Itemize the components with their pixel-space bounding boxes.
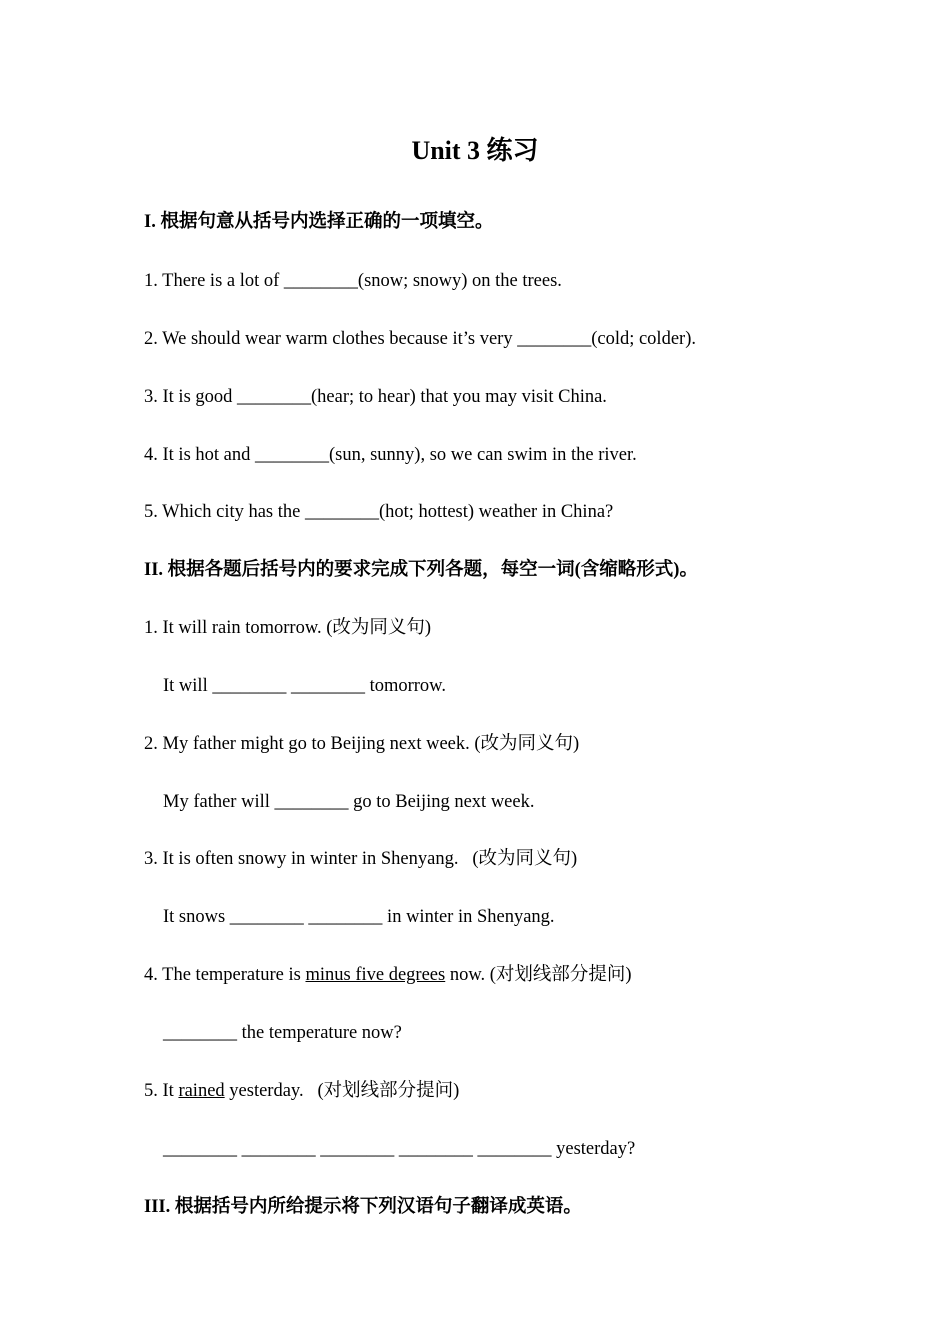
- exercise-2-answer-5: ________ ________ ________ ________ ________ yesterday?: [163, 1139, 636, 1159]
- underlined-word: rained: [178, 1081, 225, 1101]
- exercise-2-question-5: [144, 1079, 459, 1103]
- question-4-text-end: now. (对划线部分提问): [445, 965, 632, 985]
- exercise-2-answer-4: ________ the temperature now?: [163, 1023, 402, 1043]
- exercise-2-answer-1: It will ________ ________ tomorrow.: [163, 676, 446, 696]
- section-1-heading: I. 根据句意从括号内选择正确的一项填空。: [144, 212, 494, 232]
- question-5-text-end: yesterday. (对划线部分提问): [224, 1081, 460, 1101]
- exercise-2-question-4: [144, 963, 632, 987]
- exercise-2-answer-2: My father will ________ go to Beijing next week.: [163, 792, 535, 812]
- exercise-2-question-3: 3. It is often snowy in winter in Shenyang. (改为同义句): [144, 849, 578, 869]
- exercise-2-question-1: 1. It will rain tomorrow. (改为同义句): [144, 618, 432, 638]
- exercise-1-item-3: 3. It is good ________(hear; to hear) that you may visit China.: [144, 387, 607, 407]
- section-3-heading: III. 根据括号内所给提示将下列汉语句子翻译成英语。: [144, 1197, 582, 1217]
- exercise-1-item-1: 1. There is a lot of ________(snow; snowy) on the trees.: [144, 271, 562, 291]
- exercise-2-question-2: 2. My father might go to Beijing next week. (改为同义句): [144, 734, 580, 754]
- exercise-1-item-5: 5. Which city has the ________(hot; hottest) weather in China?: [144, 502, 614, 522]
- question-5-text-start: 5. It: [144, 1081, 179, 1101]
- underlined-phrase: minus five degrees: [305, 965, 446, 985]
- section-2-heading: II. 根据各题后括号内的要求完成下列各题，每空一词(含缩略形式)。: [144, 560, 698, 580]
- page-title: Unit 3 练习: [411, 136, 539, 165]
- question-4-text-start: 4. The temperature is: [144, 965, 306, 985]
- exercise-2-answer-3: It snows ________ ________ in winter in Shenyang.: [163, 907, 555, 927]
- exercise-1-item-2: 2. We should wear warm clothes because it’s very ________(cold; colder).: [144, 329, 696, 349]
- exercise-1-item-4: 4. It is hot and ________(sun, sunny), so we can swim in the river.: [144, 445, 637, 465]
